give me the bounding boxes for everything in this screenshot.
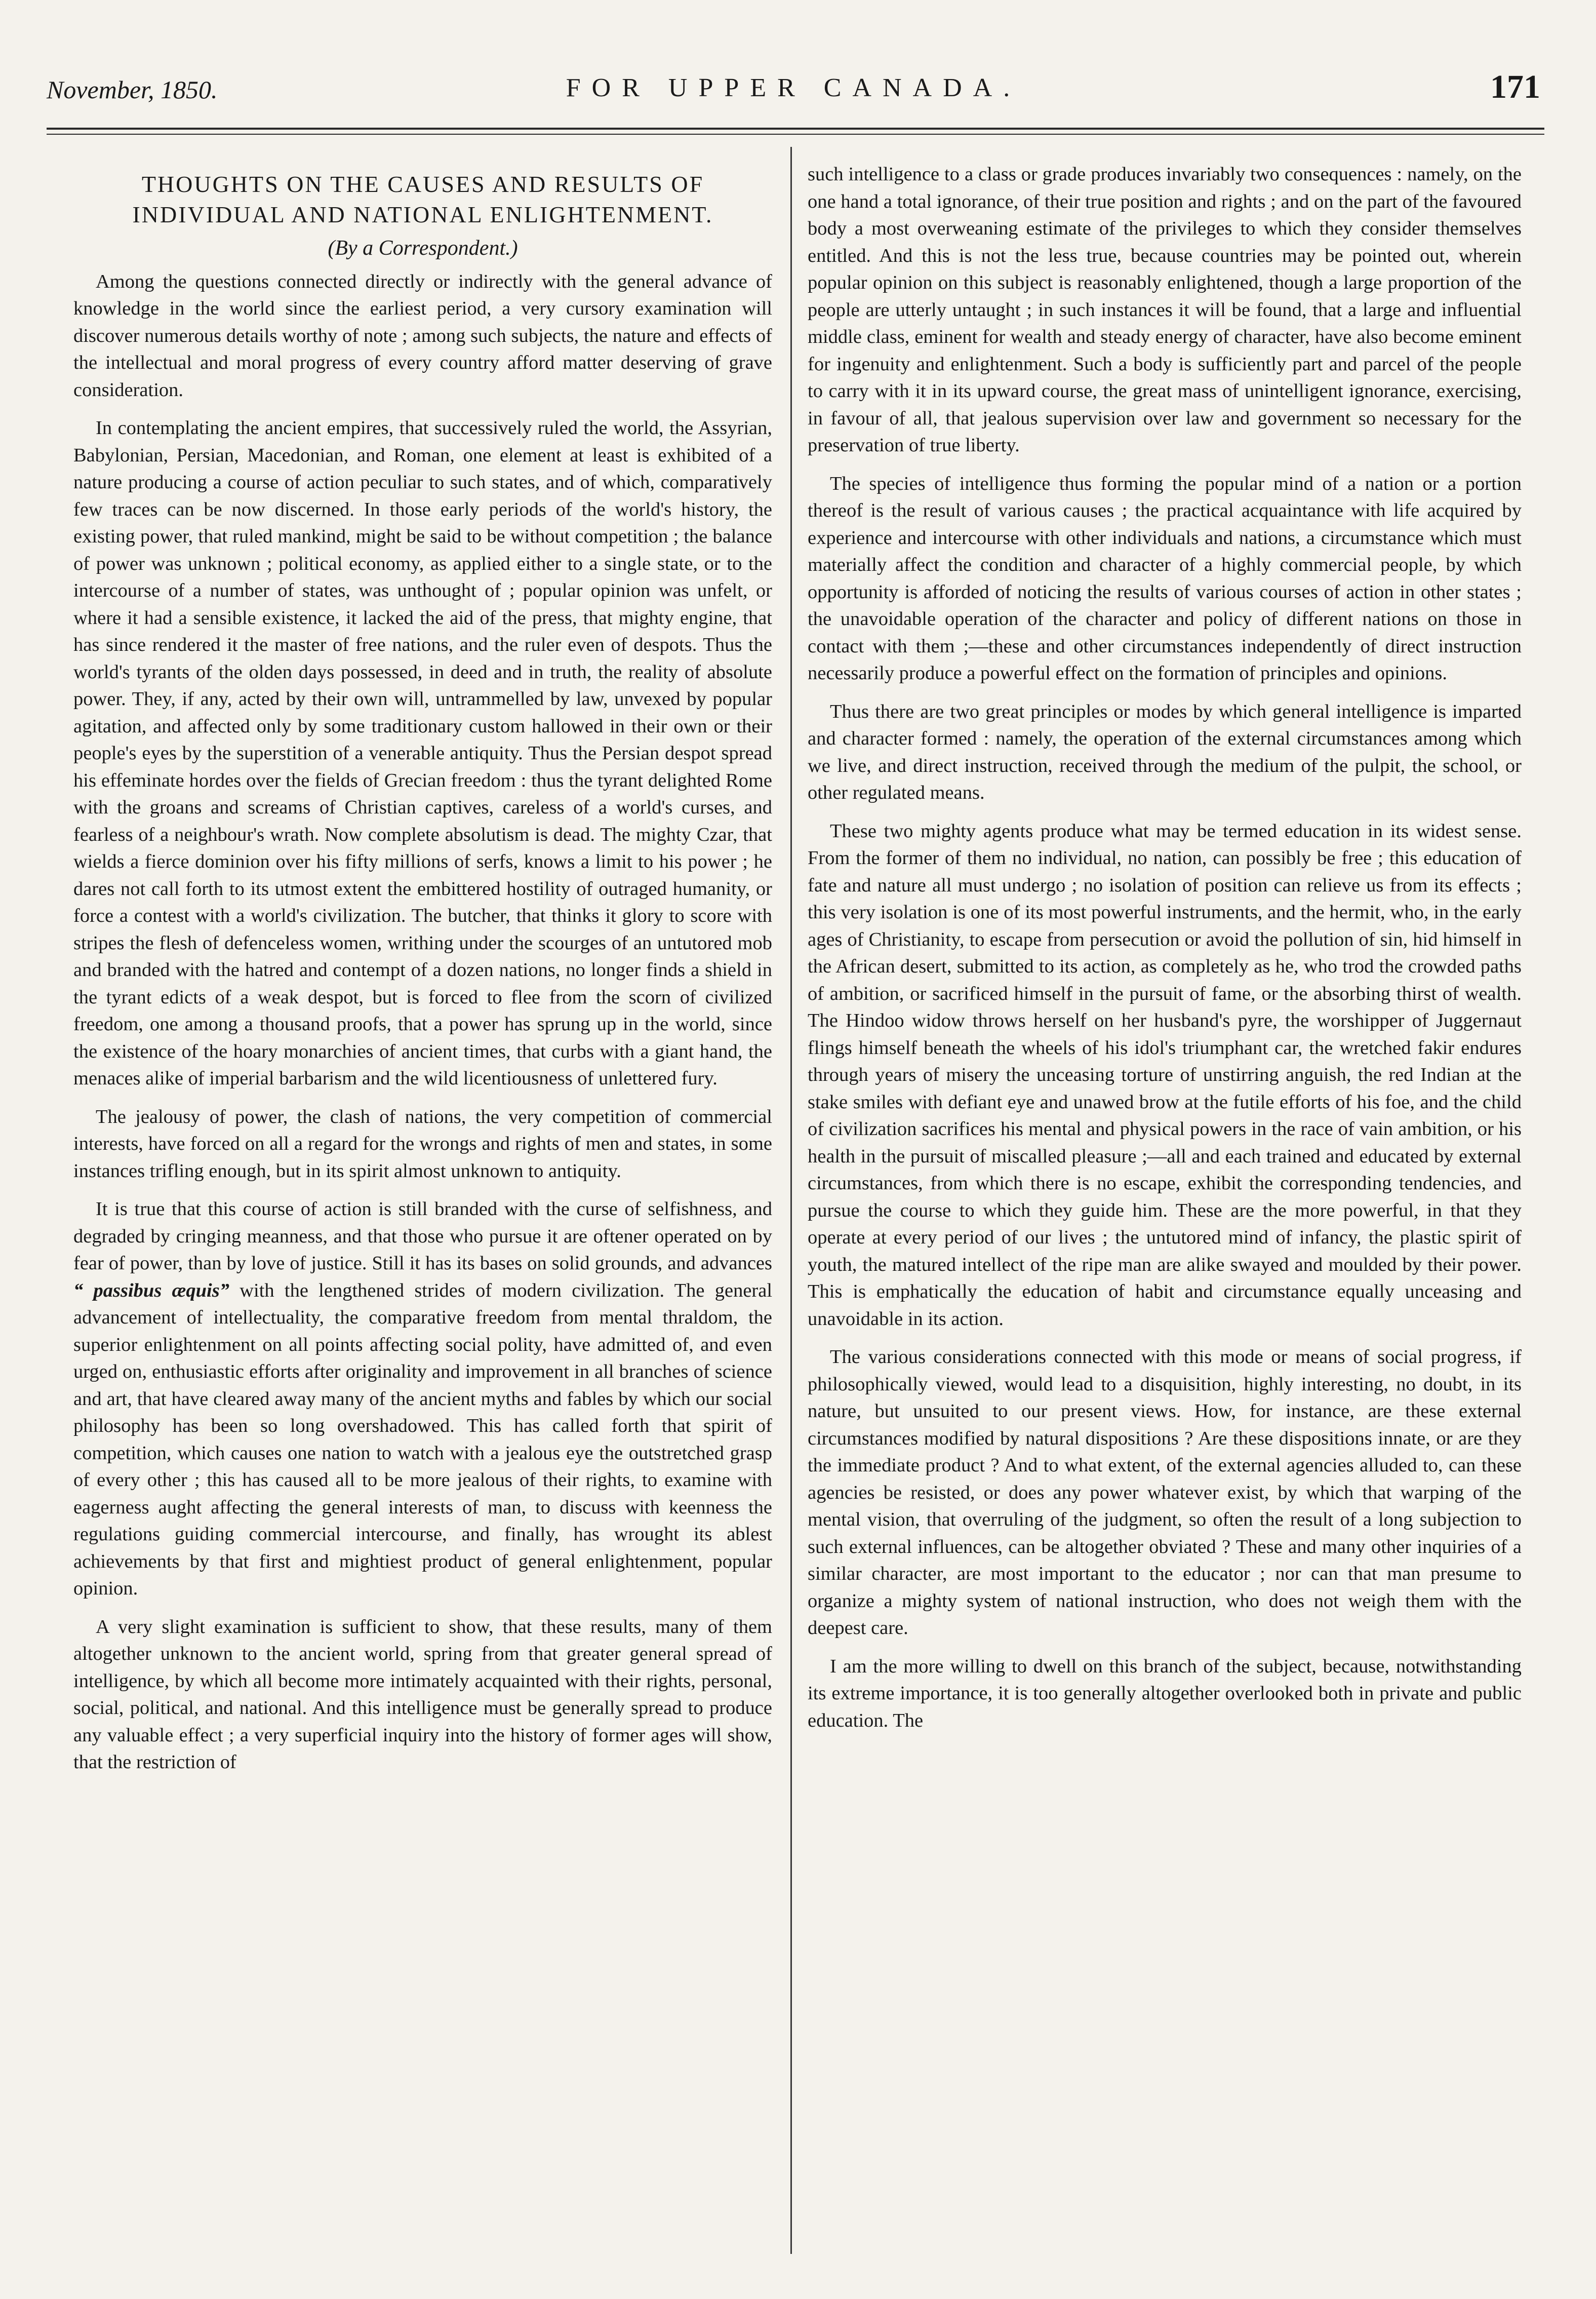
issue-date: November, 1850. <box>47 75 218 104</box>
page-number: 171 <box>1490 68 1540 105</box>
header-rule-thick <box>47 128 1544 130</box>
column-divider <box>790 147 792 2254</box>
paragraph-text: with the lengthened strides of modern civilization. The general advancement of intellectuality, the comparative freedom from mental thraldom, the superior enlightenment on all points affecting social polity, have admitted of, and even urged on, enthusiastic efforts after originality and improvement in all branches of science and art, that have cleared away many of the ancient myths and fables by which our social philosophy has been so long overshadowed. This has called forth that spirit of competition, which causes one nation to watch with a jealous eye the outstretched grasp of every other ; this has caused all to be more jealous of their rights, to examine with eagerness aught affecting the general interests of man, to discuss with keenness the regulations guiding commercial intercourse, and finally, has wrought its ablest achievements by that first and mightiest product of general enlightenment, popular opinion. <box>73 1279 773 1599</box>
paragraph: The various considerations connected with this mode or means of social progress, if philosophically viewed, would lead to a disquisition, highly interesting, no doubt, in its nature, but unsuited to our present views. How, for instance, are these external circumstances modified by natural dispositions ? Are these dispositions innate, or are they the immediate product ? And to what extent, of the external agencies alluded to, can these agencies be resisted, or does any power whatever exist, by which that warping of the mental vision, that overruling of the judgment, so often the result of a long subjection to such external influences, can be altogether obviated ? These and many other inquiries of a similar character, are most important to the educator ; nor can that man presume to organize a mighty system of national instruction, who does not weigh them with the deepest care. <box>808 1346 1522 1639</box>
paragraph-continued: such intelligence to a class or grade produces invariably two consequences : namely, on the one hand a total ignorance, of their true position and rights ; and on the part of the favoured body a most overweaning estimate of the privileges to which they consider themselves entitled. And this is not the less true, because countries may be pointed out, wherein popular opinion on this subject is reasonably enlightened, though a large proportion of the people are utterly untaught ; in such instances it will be found, that a large and influential middle class, eminent for wealth and steady energy of character, have also become eminent for ingenuity and enlightenment. Such a body is sufficiently part and parcel of the people to carry with it in its upward course, the great mass of unintelligent ignorance, exercising, in favour of all, that jealous supervision over law and government so necessary for the preservation of true liberty. <box>808 164 1522 456</box>
paragraph-text: It is true that this course of action is still branded with the curse of selfishness, and degraded by cringing meanness, and that those who pursue it are oftener operated on by fear of power, than by love of justice. Still it has its bases on solid grounds, and advances <box>73 1198 772 1274</box>
paragraph: The species of intelligence thus forming the popular mind of a nation or a portion thereof is the result of various causes ; the practical acquaintance with life acquired by experience and intercourse with other individuals and nations, a circumstance which must materially affect the condition and character of a highly commercial people, by which opportunity is afforded of noticing the results of various courses of action in other states ; the unavoidable operation of the character and policy of different nations on those in contact with them ;—these and other circumstances independently of direct instruction necessarily produce a powerful effect on the formation of principles and opinions. <box>808 473 1522 684</box>
paragraph: I am the more willing to dwell on this branch of the subject, because, notwithstanding its extreme importance, it is too generally altogether overlooked both in private and public education. The <box>808 1655 1522 1731</box>
paragraph: The jealousy of power, the clash of nations, the very competition of commercial interests, have forced on all a regard for the wrongs and rights of men and states, in some instances trifling enough, but in its spirit almost unknown to antiquity. <box>73 1106 772 1182</box>
paragraph: In contemplating the ancient empires, that successively ruled the world, the Assyrian, Babylonian, Persian, Macedonian, and Roman, one element at least is exhibited of a nature producing a course of action peculiar to such states, and of which, comparatively few traces can be now discerned. In those early periods of the world's history, the existing power, that ruled mankind, might be said to be without competition ; the balance of power was unknown ; political economy, as applied either to a single state, or to the intercourse of a number of states, was unthought of ; popular opinion was unfelt, or where it had a sensible existence, it lacked the aid of the press, that mighty engine, that has since rendered it the master of free nations, and the ruler even of despots. Thus the world's tyrants of the olden days possessed, in deed and in truth, the reality of absolute power. They, if any, acted by their own will, untrammelled by law, unvexed by popular agitation, and affected only by some traditionary custom hallowed in their own or their people's eyes by the superstition of a venerable antiquity. Thus the Persian despot spread his effeminate hordes over the fields of Grecian freedom : thus the tyrant delighted Rome with the groans and screams of Christian captives, careless of a world's curses, and fearless of a neighbour's wrath. Now complete absolutism is dead. The mighty Czar, that wields a fierce dominion over his fifty millions of serfs, knows a limit to his power ; he dares not call forth to its utmost extent the embittered hostility of outraged humanity, or force a contest with a world's civilization. The butcher, that thinks it glory to score with stripes the flesh of defenceless women, writhing under the scourges of an untutored mob and branded with the hatred and contempt of a dozen nations, no longer finds a shield in the tyrant edicts of a weak despot, but is forced to flee from the scorn of civilized freedom, one among a thousand proofs, that a power has sprung up in the world, since the existence of the hoary monarchies of ancient times, that curbs with a giant hand, the menaces alike of imperial barbarism and the wild licentiousness of unlettered fury. <box>73 417 772 1089</box>
left-column <box>73 162 772 1787</box>
latin-phrase: “ passibus æquis” <box>73 1279 229 1301</box>
running-title: FOR UPPER CANADA. <box>566 73 1021 102</box>
paragraph: Among the questions connected directly or indirectly with the general advance of knowledge in the world since the earliest period, a very cursory examination will discover numerous details worthy of note ; among such subjects, the nature and effects of the intellectual and moral progress of every country afford matter deserving of grave consideration. <box>73 270 772 401</box>
paragraph: These two mighty agents produce what may be termed education in its widest sense. From the former of them no individual, no nation, can possibly be free ; this education of fate and nature all must undergo ; no isolation of position can relieve us from its effects ; this very isolation is one of its most powerful instruments, and the hermit, who, in the early ages of Christianity, to escape from persecution or avoid the pollution of sin, hid himself in the African desert, submitted to its action, as completely as he, who trod the crowded paths of ambition, or sacrificed himself in the pursuit of fame, or the absorbing thirst of wealth. The Hindoo widow throws herself on her husband's pyre, the worshipper of Juggernaut flings himself beneath the wheels of his idol's triumphant car, the wretched fakir endures through years of misery the unceasing torture of unstirring anguish, the red Indian at the stake smiles with defiant eye and unawed brow at the futile efforts of his foe, and the child of civilization sacrifices his mental and physical powers in the race of vain ambition, or his health in the pursuit of miscalled pleasure ;—all and each trained and educated by external circumstances, from which there is no escape, exhibit the corresponding tendencies, and pursue the course to which they guide him. These are the more powerful, in that they operate at every period of our lives ; the untutored mind of infancy, the plastic spirit of youth, the matured intellect of the ripe man are alike swayed and moulded by their power. This is emphatically the education of habit and circumstance equally unceasing and unavoidable in its action. <box>808 820 1522 1330</box>
paragraph: Thus there are two great principles or modes by which general intelligence is imparted and character formed : namely, the operation of the external circumstances among which we live, and direct instruction, received through the medium of the pulpit, the school, or other regulated means. <box>808 700 1522 803</box>
article-byline: (By a Correspondent.) <box>328 237 518 260</box>
paragraph: A very slight examination is sufficient to show, that these results, many of them altogether unknown to the ancient world, spring from that greater general spread of intelligence, by which all become more intimately acquainted with their rights, personal, social, political, and national. And this intelligence must be generally spread to produce any valuable effect ; a very superficial inquiry into the history of former ages will show, that the restriction of <box>73 1616 772 1773</box>
paragraph <box>73 1196 772 1603</box>
running-head <box>47 66 1540 111</box>
right-column <box>808 161 1522 1745</box>
header-rule-thin <box>47 134 1544 135</box>
article-title: THOUGHTS ON THE CAUSES AND RESULTS OF INDIVIDUAL AND NATIONAL ENLIGHTENMENT. <box>132 171 713 227</box>
